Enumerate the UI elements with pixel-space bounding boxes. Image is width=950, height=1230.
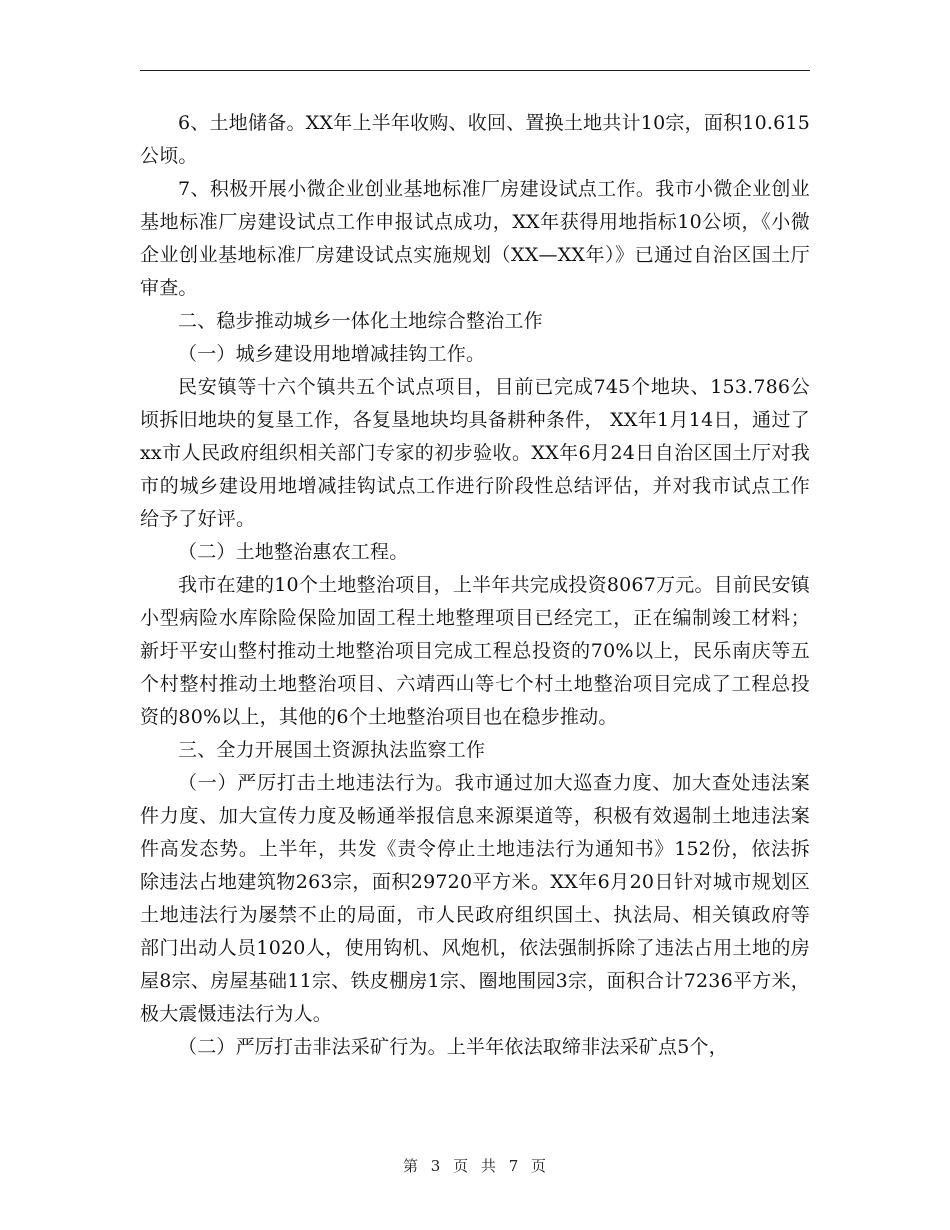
paragraph-land-violations: （一）严厉打击土地违法行为。我市通过加大巡查力度、加大查处违法案件力度、加大宣传力度及畅通举报信息来源渠道等，积极有效遏制土地违法案件高发态势。上半年，共发《责令停止土地违法行为通知书》152份，依法拆除违法占地建筑物263宗，面积29720平方米。XX年6月20日针对城市规划区土地违法行为屡禁不止的局面，市人民政府组织国土、执法局、相关镇政府等部门出动人员1020人，使用钩机、风炮机，依法强制拆除了违法占用土地的房屋8宗、房屋基础11宗、铁皮棚房1宗、圈地围园3宗，面积合计7236平方米，极大震慑违法行为人。 bbox=[140, 772, 810, 1025]
footer-current-page: 3 bbox=[430, 1157, 442, 1175]
subsection-heading-2-1: （一）城乡建设用地增减挂钩工作。 bbox=[178, 343, 486, 365]
footer-ye: 页 bbox=[453, 1157, 470, 1175]
document-body bbox=[140, 107, 810, 1064]
paragraph-illegal-mining: （二）严厉打击非法采矿行为。上半年依法取缔非法采矿点5个， bbox=[178, 1036, 728, 1058]
header-rule bbox=[140, 70, 810, 71]
page-footer bbox=[0, 1155, 950, 1176]
paragraph-linkage-pilot: 民安镇等十六个镇共五个试点项目，目前已完成745个地块、153.786公顷拆旧地块的复垦工作，各复垦地块均具备耕种条件， XX年1月14日，通过了xx市人民政府组织相关部门专家的初步验收。XX年6月24日自治区国土厅对我市的城乡建设用地增减挂钩试点工作进行阶段性总结评估，并对我市试点工作给予了好评。 bbox=[140, 376, 810, 530]
footer-di: 第 bbox=[402, 1157, 419, 1175]
section-heading-2: 二、稳步推动城乡一体化土地综合整治工作 bbox=[178, 310, 543, 332]
footer-gong: 共 bbox=[480, 1157, 497, 1175]
footer-total-pages: 7 bbox=[508, 1157, 520, 1175]
paragraph-standard-factory-pilot: 7、积极开展小微企业创业基地标准厂房建设试点工作。我市小微企业创业基地标准厂房建设试点工作申报试点成功，XX年获得用地指标10公顷，《小微企业创业基地标准厂房建设试点实施规划（XX—XX年）》已通过自治区国土厅审查。 bbox=[140, 178, 810, 299]
paragraph-land-reserve: 6、土地储备。XX年上半年收购、收回、置换土地共计10宗，面积10.615公顷。 bbox=[140, 112, 810, 167]
footer-ye-2: 页 bbox=[531, 1157, 548, 1175]
subsection-heading-2-2: （二）土地整治惠农工程。 bbox=[178, 541, 409, 563]
section-heading-3: 三、全力开展国土资源执法监察工作 bbox=[178, 739, 486, 761]
paragraph-land-remediation: 我市在建的10个土地整治项目，上半年共完成投资8067万元。目前民安镇小型病险水库除险保险加固工程土地整理项目已经完工，正在编制竣工材料；新圩平安山整村推动土地整治项目完成工程总投资的70%以上，民乐南庆等五个村整村推动土地整治项目、六靖西山等七个村土地整治项目完成了工程总投资的80%以上，其他的6个土地整治项目也在稳步推动。 bbox=[140, 574, 810, 728]
